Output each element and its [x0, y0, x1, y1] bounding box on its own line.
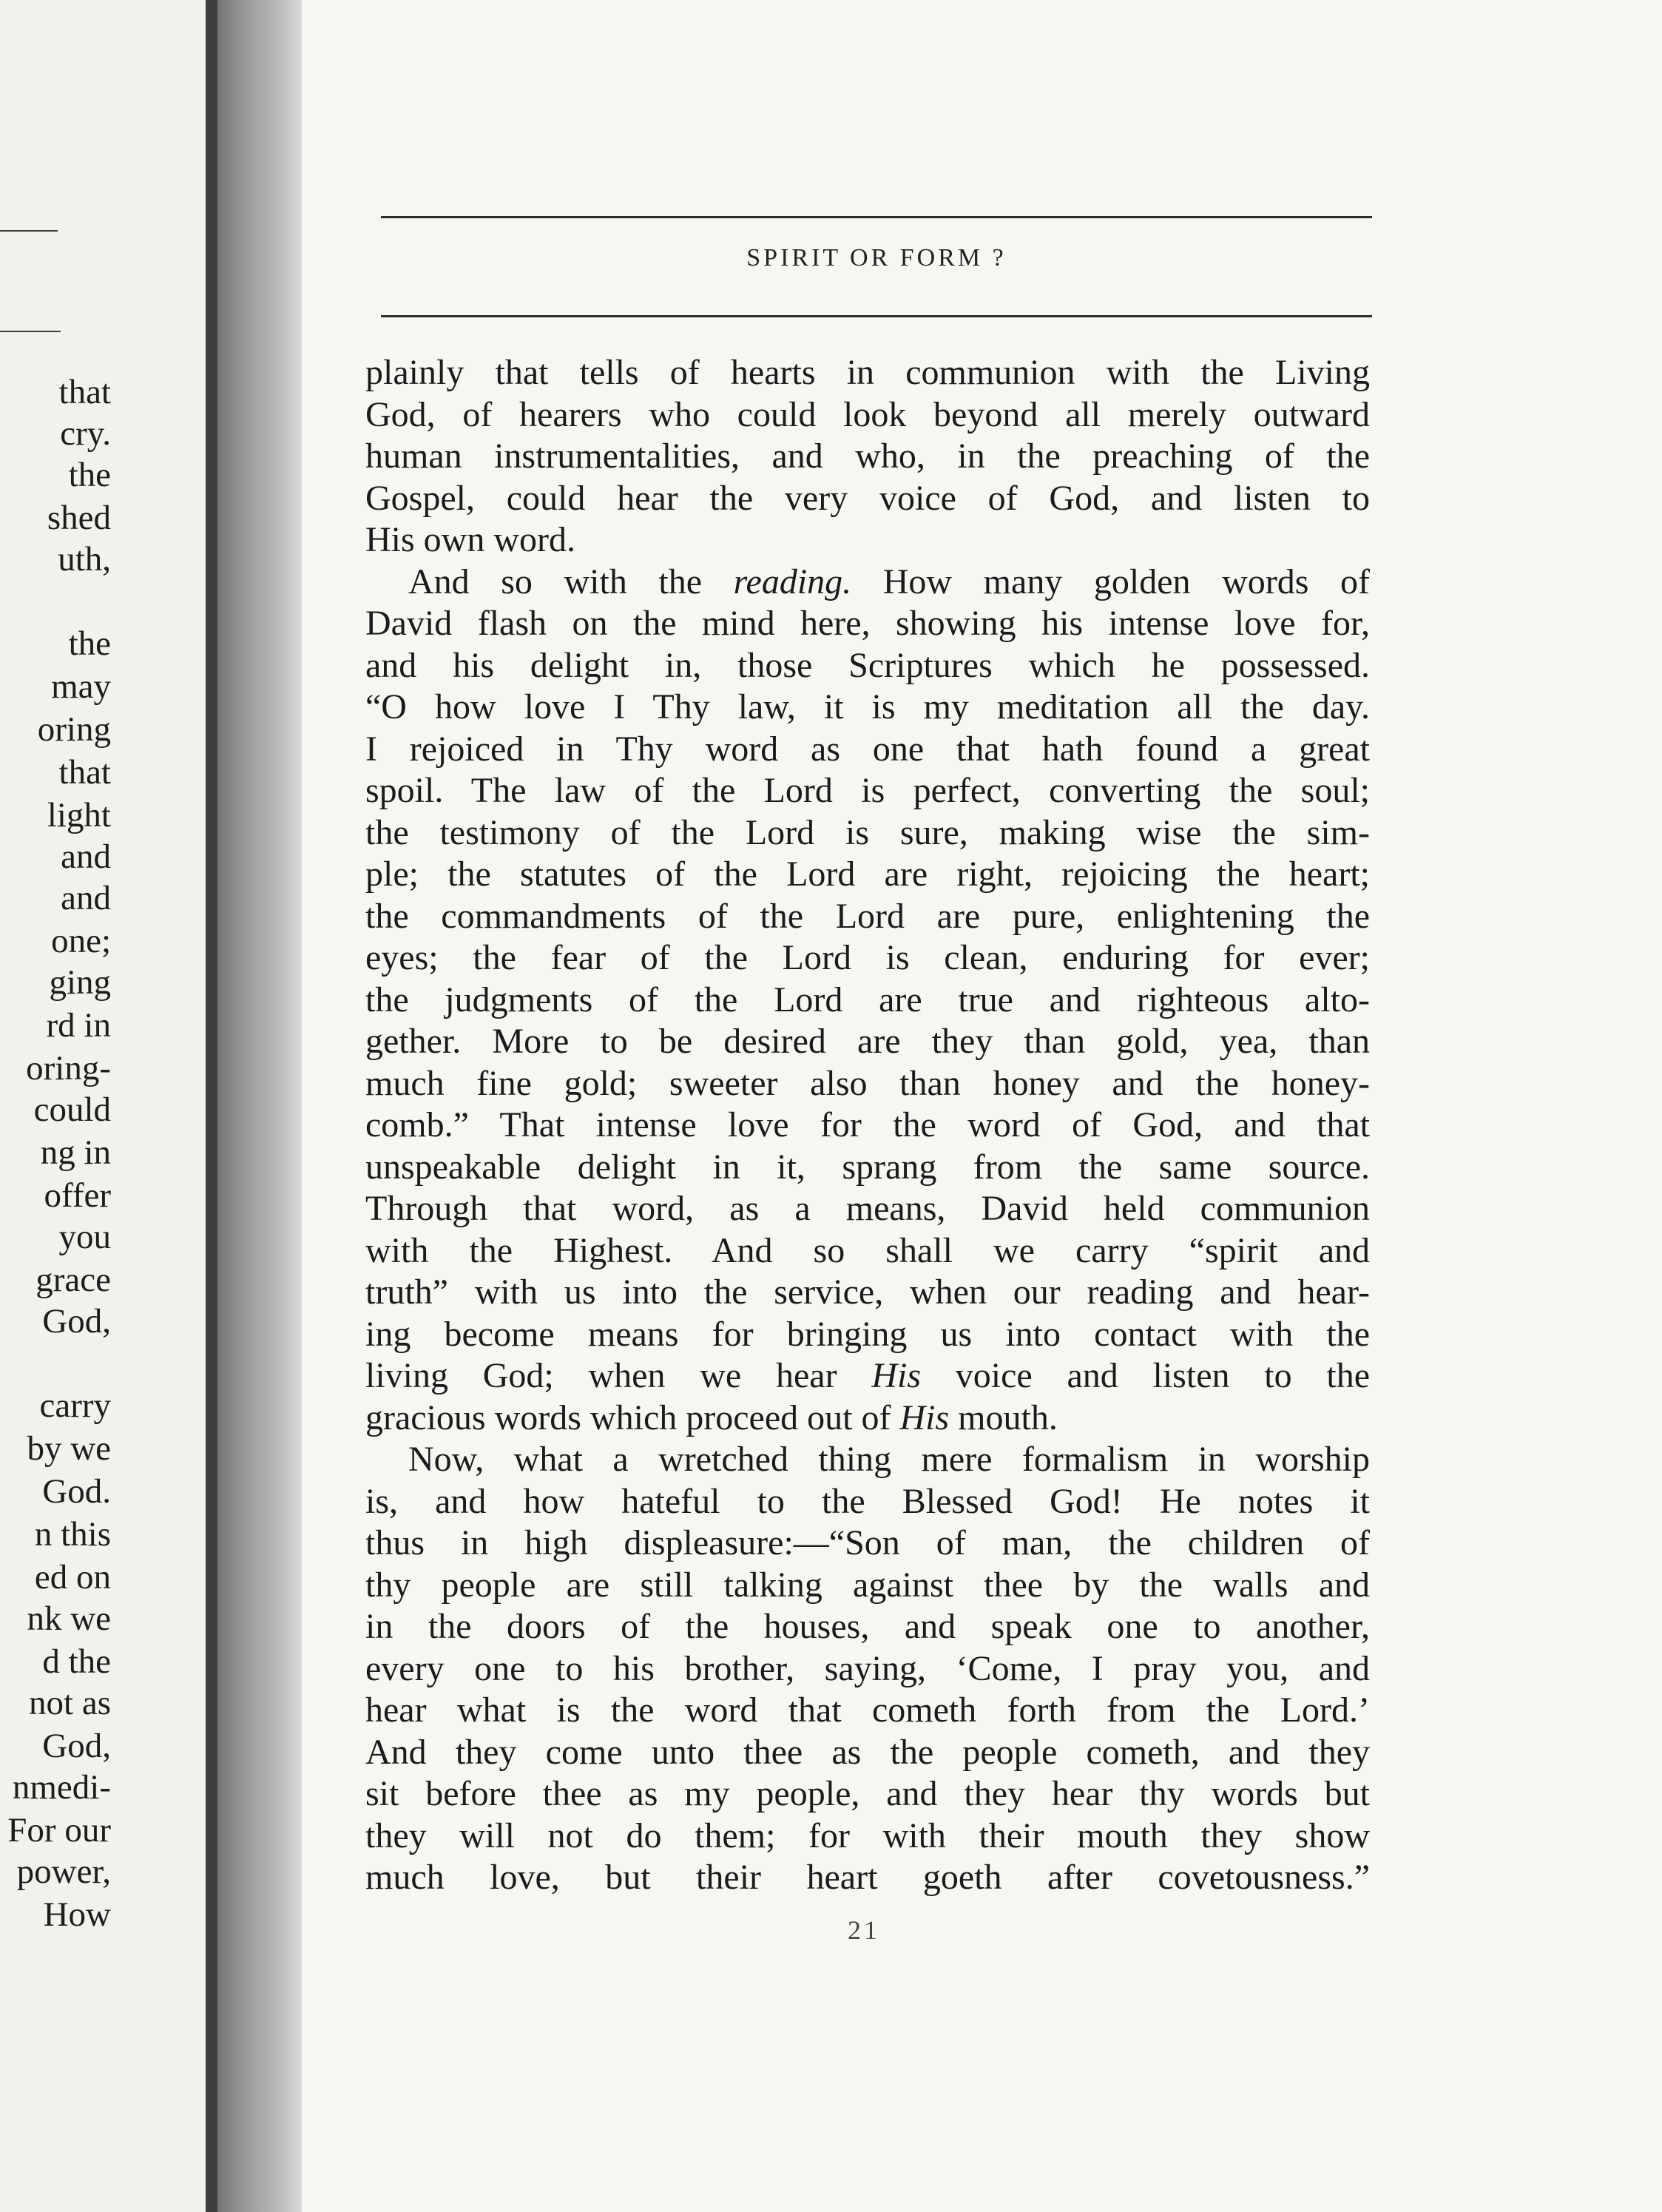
text-line: ple; the statutes of the Lord are right, rejoicing the heart;	[365, 854, 1370, 894]
page-number: 21	[848, 1915, 880, 1945]
text-line: truth” with us into the service, when our reading and hear-	[365, 1272, 1370, 1312]
text-line: God, of hearers who could look beyond all merely outward	[365, 394, 1370, 434]
text-line: much fine gold; sweeter also than honey and the honey-	[365, 1063, 1370, 1103]
left-page-fragment: d the	[42, 1642, 111, 1681]
text-line: they will not do them; for with their mouth they show	[365, 1815, 1370, 1855]
text-line: And they come unto thee as the people cometh, and they	[365, 1732, 1370, 1772]
left-page-fragment: God.	[42, 1472, 111, 1511]
text-line: the testimony of the Lord is sure, making wise the sim-	[365, 812, 1370, 852]
text-line: “O how love I Thy law, it is my meditation all the day.	[365, 687, 1370, 726]
text-line: unspeakable delight in it, sprang from the same source.	[365, 1147, 1370, 1187]
header-rule-top	[381, 216, 1372, 218]
left-page-fragment: shed	[47, 499, 111, 537]
left-page-fragment: and	[61, 879, 111, 917]
header-rule-bottom	[381, 315, 1372, 317]
text-line: human instrumentalities, and who, in the preaching of the	[365, 436, 1370, 476]
text-line: hear what is the word that cometh forth from the Lord.’	[365, 1690, 1370, 1730]
left-page-fragment: oring-	[26, 1049, 111, 1088]
left-page-fragment: cry.	[60, 414, 111, 453]
left-page-fragment: grace	[36, 1261, 111, 1299]
text-line: sit before thee as my people, and they hear thy words but	[365, 1774, 1370, 1813]
left-page-fragment: light	[47, 796, 111, 834]
text-line: And so with the reading. How many golden words of	[408, 562, 1370, 601]
text-line: the commandments of the Lord are pure, enlightening the	[365, 896, 1370, 936]
body-text	[365, 352, 1370, 1899]
left-page-fragment: uth,	[58, 540, 111, 579]
left-page-fragment: power,	[16, 1852, 111, 1891]
left-page-rule	[0, 331, 61, 332]
text-line: plainly that tells of hearts in communion with the Living	[365, 353, 1370, 392]
left-page-fragment: that	[58, 753, 111, 792]
left-page-fragment: you	[58, 1218, 111, 1256]
left-page-fragment: not as	[29, 1684, 111, 1722]
left-page-fragment: one;	[51, 922, 111, 960]
left-page-fragment: For our	[7, 1811, 111, 1849]
text-line: eyes; the fear of the Lord is clean, enduring for ever;	[365, 938, 1370, 977]
text-line: I rejoiced in Thy word as one that hath found a great	[365, 729, 1370, 769]
text-line: gracious words which proceed out of His mouth.	[365, 1397, 1058, 1437]
text-line: spoil. The law of the Lord is perfect, converting the soul;	[365, 771, 1370, 810]
left-page-fragment: n this	[34, 1515, 111, 1554]
text-line: His own word.	[365, 520, 575, 559]
left-page-fragment: ging	[49, 963, 111, 1002]
text-line: and his delight in, those Scriptures which he possessed.	[365, 645, 1370, 685]
left-page-fragment: rd in	[46, 1006, 111, 1045]
left-page-fragment: that	[58, 373, 111, 411]
text-line: the judgments of the Lord are true and righteous alto-	[365, 979, 1370, 1019]
left-page-fragment: may	[51, 667, 111, 706]
text-line: comb.” That intense love for the word of God, and that	[365, 1105, 1370, 1144]
left-page-fragment: nmedi-	[12, 1768, 111, 1807]
left-page-fragment: God,	[42, 1727, 111, 1765]
book-gutter-edge	[206, 0, 217, 2212]
left-page-fragment: ed on	[34, 1558, 111, 1596]
left-facing-page	[0, 0, 206, 2212]
left-page-fragment: and	[61, 837, 111, 876]
left-page-fragment: offer	[44, 1176, 111, 1215]
text-line: every one to his brother, saying, ‘Come, I pray you, and	[365, 1648, 1370, 1688]
text-line: much love, but their heart goeth after covetousness.”	[365, 1858, 1370, 1897]
text-line: in the doors of the houses, and speak one to another,	[365, 1607, 1370, 1646]
left-page-fragment: by we	[27, 1429, 111, 1468]
left-page-fragment: the	[68, 456, 111, 494]
left-page-fragment: oring	[37, 710, 111, 749]
text-line: gether. More to be desired are they than gold, yea, than	[365, 1022, 1370, 1061]
text-line: David flash on the mind here, showing his intense love for,	[365, 604, 1370, 643]
text-line: with the Highest. And so shall we carry “spirit and	[365, 1230, 1370, 1270]
text-line: thus in high displeasure:—“Son of man, the children of	[365, 1523, 1370, 1562]
left-page-fragment: nk we	[27, 1599, 111, 1638]
text-line: thy people are still talking against thee by the walls and	[365, 1565, 1370, 1605]
left-page-fragment: How	[43, 1895, 111, 1934]
text-line: ing become means for bringing us into contact with the	[365, 1314, 1370, 1354]
left-page-fragment: carry	[39, 1386, 111, 1425]
text-line: is, and how hateful to the Blessed God! He notes it	[365, 1481, 1370, 1521]
running-head: SPIRIT OR FORM ?	[746, 244, 1007, 272]
left-page-fragment: God,	[42, 1302, 111, 1341]
text-line: Through that word, as a means, David held communion	[365, 1189, 1370, 1228]
left-page-fragment: the	[68, 624, 111, 663]
text-line: living God; when we hear His voice and listen to the	[365, 1356, 1370, 1395]
left-page-fragment: ng in	[40, 1133, 111, 1172]
text-line: Gospel, could hear the very voice of God, and listen to	[365, 478, 1370, 518]
book-gutter-shadow	[206, 0, 302, 2212]
left-page-fragment: could	[33, 1090, 111, 1129]
left-page-rule	[0, 230, 58, 232]
text-line: Now, what a wretched thing mere formalism in worship	[408, 1440, 1370, 1479]
